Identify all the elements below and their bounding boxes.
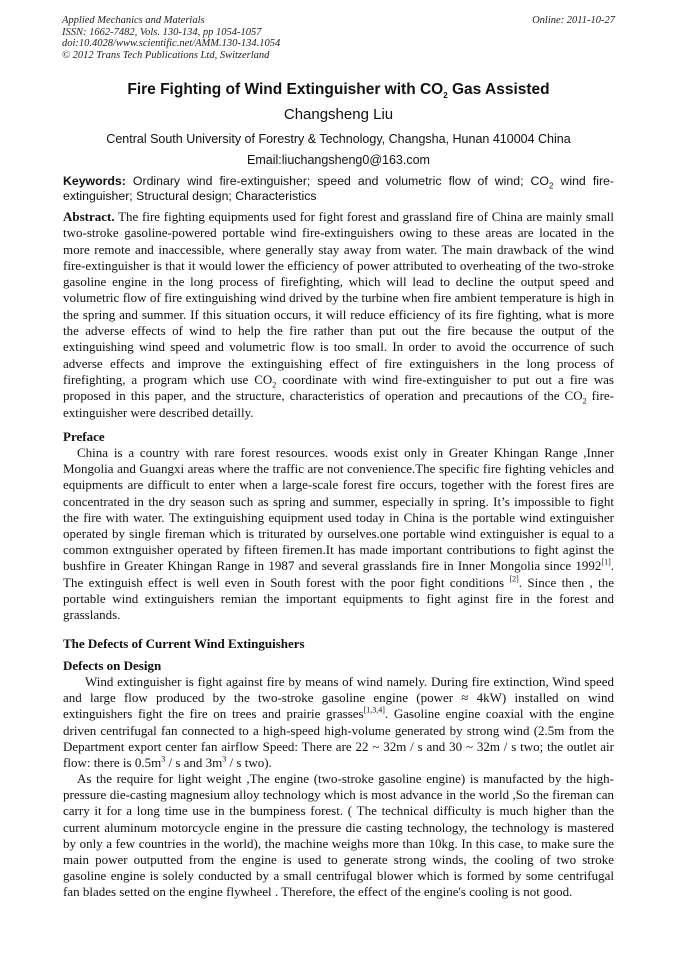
keywords-label: Keywords: <box>63 174 126 188</box>
affiliation: Central South University of Forestry & Technology, Changsha, Hunan 410004 China <box>106 132 571 146</box>
copyright-line: © 2012 Trans Tech Publications Ltd, Switzerland <box>62 49 270 61</box>
section-heading: The Defects of Current Wind Extinguishers <box>63 636 305 651</box>
preface-paragraph: China is a country with rare forest resources. woods exist only in Greater Khingan Range ,Inner Mongolia and Guangxi areas where the traffic are not convenience.The specific fire fighting vehicles and equipments are difficult to enter when a large-scale forest fire occurs, together with the forest fires are concentrated in the dry season such as spring and summer, especially in spring. It’s impossible to fight the fire with water. The extinguishing equipment used today in China is the portable wind extinguisher operated by single fireman which is triturated by ourselves.one portable wind extinguisher is equal to a common extnguisher operated by fifteen firemen.It has made important contributions to fight aginst the bushfire in Greater Khingan Range in 1987 and several grasslands fire in Inner Mongolia since 1992[1]. The extinguish effect is well even in South forest with the poor fight conditions [2]. Since then , the portable wind extinguishers remian the important equipments to fight aginst fire in the forest and grasslands. <box>63 445 614 623</box>
body-paragraph-2: As the require for light weight ,The engine (two-stroke gasoline engine) is manufacted by the high-pressure die-casting magnesium alloy technology which is most advance in the world ,So the fireman can carry it for a long time use in the bumpiness forest. ( The technical difficulty is much higher than the current aluminum motorcycle engine in the pressure die casting technology, the technology is mastered by only a few countries in the world), the machine weighs more than 10kg. In this case, to make sure the main power outputted from the engine is used to generate strong winds, the cooling of two stroke gasoline engine is solely conducted by a small centrifugal blower which is formed by some centrifugal fan blades setted on the engine flywheel . Therefore, the effect of the engine's cooling is not good. <box>63 771 614 900</box>
online-date: Online: 2011-10-27 <box>532 15 615 26</box>
author-email: Email:liuchangsheng0@163.com <box>247 153 430 167</box>
subsection-heading: Defects on Design <box>63 658 162 673</box>
journal-name: Applied Mechanics and Materials <box>62 15 205 26</box>
paper-title: Fire Fighting of Wind Extinguisher with $CO_2$ Gas Assisted <box>127 81 550 101</box>
abstract-label: Abstract. <box>63 209 115 224</box>
preface-heading: Preface <box>63 429 105 444</box>
body-paragraph-1: Wind extinguisher is fight against fire by means of wind namely. During fire extinction, Wind speed and large flow produced by the two-stroke gasoline engine (power ≈ 4kW) installed on wind extinguishers fight the fire on trees and prairie grasses[1,3,4]. Gasoline engine coaxial with the engine driven centrifugal fan connected to a high-speed high-volume generated by strong wind (2.5m from the Department export center fan airflow Speed: There are 22 ~ 32m / s and 30 ~ 32m / s two; the outlet air flow: there is $0.5m^3$ / s and $3m^3$ / s two). <box>63 674 614 771</box>
keywords: Keywords: Ordinary wind fire-extinguisher; speed and volumetric flow of wind; $CO_2$ wind fire-extinguisher; Structural design; Characteristics <box>63 174 614 203</box>
doi-line: doi:10.4028/www.scientific.net/AMM.130-134.1054 <box>62 38 281 49</box>
issn-line: ISSN: 1662-7482, Vols. 130-134, pp 1054-1057 <box>62 26 262 38</box>
author-name: Changsheng Liu <box>283 106 394 123</box>
abstract: Abstract. The fire fighting equipments used for fight forest and grassland fire of China are mainly small two-stroke gasoline-powered portable wind fire-extinguishers owing to these areas are located in the more remote and inaccessible, where generally stay away from water. The main drawback of the wind fire-extinguisher is that it would lower the efficiency of power attributed to overheating of the two-stroke gasoline engine in the long process of firefighting, which will lead to decline the output speed and volumetric flow of fire extinguishing wind drived by the turbine when fire ambient temperature is high in the spring and summer. If this situation occurs, it will reduce efficiency of its fire fighting, what is more the adverse effects of wind to help the fire rather than put out the fire because the output of the extinguishing wind speed and volumetric flow is too small. In order to avoid the occurrence of such adverse effects and improve the extinguishing effect of fire extinguishers in the long process of firefighting, a program which use $CO_2$ coordinate with wind fire-extinguisher to put out a fire was proposed in this paper, and the structure, characteristics of operation and precautions of the $CO_2$ fire-extinguisher were described detailly. <box>63 209 615 420</box>
